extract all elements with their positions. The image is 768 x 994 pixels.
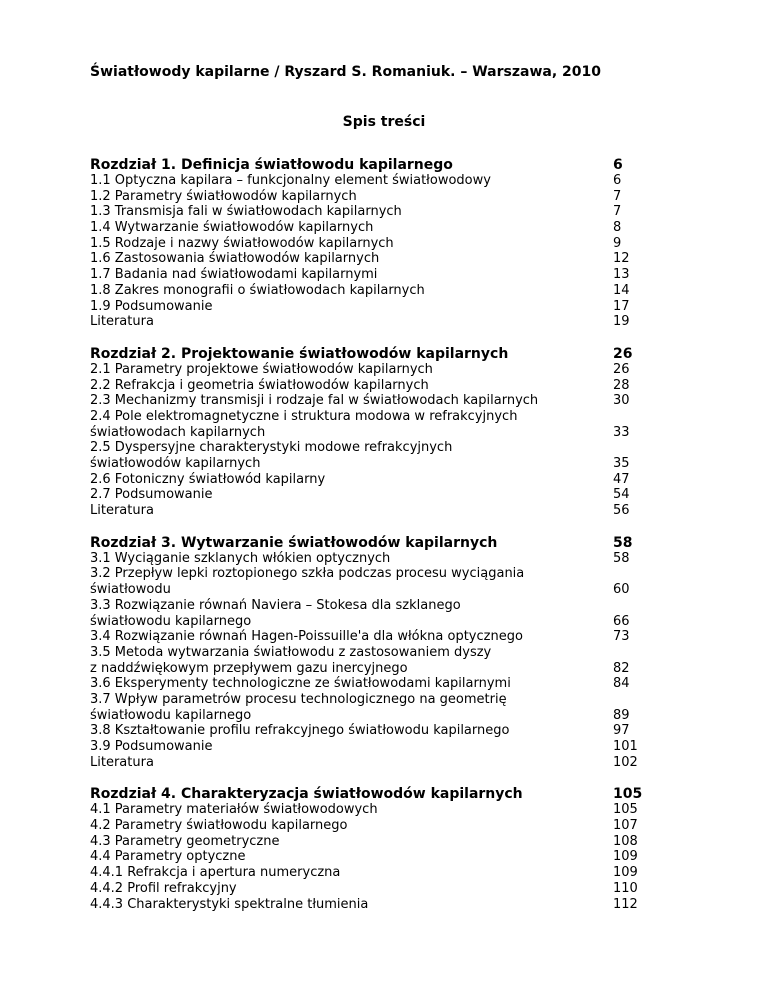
toc-entry-text: światłowodu kapilarnego (90, 707, 252, 723)
toc-entry-page-number: 6 (613, 173, 622, 188)
toc-entry-text: 3.7 Wpływ parametrów procesu technologicznego na geometrię (90, 691, 507, 707)
toc-entry-text: 3.1 Wyciąganie szklanych włókien optycznych (90, 550, 391, 566)
toc-entry-text: 2.6 Fotoniczny światłowód kapilarny (90, 471, 326, 487)
toc-chapter-3 (90, 535, 690, 771)
toc-entry (90, 440, 690, 456)
toc-chapter-2 (90, 346, 690, 519)
toc-entry-text: światłowodu kapilarnego (90, 613, 252, 629)
toc-entry (90, 849, 690, 865)
toc-entry-page-number: 35 (613, 456, 630, 471)
toc-chapter-page-number: 6 (613, 157, 623, 173)
toc-entry (90, 393, 690, 409)
toc-chapter-heading (90, 157, 690, 173)
toc-entry-page-number: 12 (613, 251, 630, 267)
toc-entry (90, 378, 690, 394)
toc-entry (90, 472, 690, 488)
toc-entry-page-number: 30 (613, 393, 630, 409)
toc-entry (90, 456, 690, 472)
toc-entry-page-number: 110 (613, 880, 638, 896)
toc-chapter-1 (90, 157, 690, 330)
toc-entry-page-number: 8 (613, 220, 622, 236)
toc-entry-text: 4.3 Parametry geometryczne (90, 833, 280, 849)
toc-entry-text: światłowodu (90, 582, 171, 598)
toc-entry (90, 645, 690, 661)
toc-entry (90, 629, 690, 645)
toc-entry-text: 1.6 Zastosowania światłowodów kapilarnych (90, 251, 380, 267)
toc-entry (90, 204, 690, 220)
toc-entry-text: 2.3 Mechanizmy transmisji i rodzaje fal w światłowodach kapilarnych (90, 393, 539, 409)
toc-entry (90, 802, 690, 818)
toc-entry-text: 3.8 Kształtowanie profilu refrakcyjnego światłowodu kapilarnego (90, 723, 510, 739)
table-of-contents (90, 157, 690, 928)
toc-entry-page-number: 84 (613, 676, 630, 692)
toc-entry (90, 236, 690, 252)
toc-entry (90, 425, 690, 441)
toc-entry-text: 1.4 Wytwarzanie światłowodów kapilarnych (90, 220, 374, 236)
toc-entry-text: 2.4 Pole elektromagnetyczne i struktura modowa w refrakcyjnych (90, 408, 518, 424)
toc-entry-text: światłowodów kapilarnych (90, 456, 261, 471)
toc-chapter-heading-text: Rozdział 3. Wytwarzanie światłowodów kapilarnych (90, 534, 498, 551)
toc-entry (90, 551, 690, 567)
toc-entry-text: 2.7 Podsumowanie (90, 487, 213, 503)
toc-entry-page-number: 97 (613, 723, 630, 739)
toc-entry-text: 1.8 Zakres monografii o światłowodach kapilarnych (90, 282, 425, 298)
toc-chapter-heading (90, 786, 690, 802)
toc-entry-page-number: 26 (613, 361, 630, 377)
toc-chapter-heading-text: Rozdział 4. Charakteryzacja światłowodów kapilarnych (90, 786, 523, 803)
toc-entry-text: 3.4 Rozwiązanie równań Hagen-Poissuille'a dla włókna optycznego (90, 629, 523, 645)
toc-entry (90, 362, 690, 378)
document-title: Światłowody kapilarne / Ryszard S. Romaniuk. – Warszawa, 2010 (90, 64, 601, 80)
toc-entry-page-number: 28 (613, 377, 630, 393)
toc-chapter-4 (90, 786, 690, 912)
toc-entry-page-number: 7 (613, 204, 622, 220)
toc-entry-text: 3.9 Podsumowanie (90, 739, 213, 754)
toc-entry-page-number: 7 (613, 188, 622, 204)
toc-entry-page-number: 89 (613, 707, 630, 723)
toc-entry-page-number: 66 (613, 613, 630, 629)
toc-entry-text: 2.1 Parametry projektowe światłowodów kapilarnych (90, 361, 433, 377)
toc-entry (90, 189, 690, 205)
toc-entry-text: 3.2 Przepływ lepki roztopionego szkła podczas procesu wyciągania (90, 566, 525, 582)
toc-entry (90, 314, 690, 330)
toc-entry (90, 897, 690, 913)
toc-entry-page-number: 54 (613, 487, 630, 503)
toc-entry-text: 4.1 Parametry materiałów światłowodowych (90, 802, 378, 818)
toc-entry (90, 865, 690, 881)
toc-entry-text: Literatura (90, 503, 154, 519)
toc-entry (90, 834, 690, 850)
toc-entry (90, 267, 690, 283)
toc-entry-text: 4.4.1 Refrakcja i apertura numeryczna (90, 865, 341, 881)
toc-entry (90, 739, 690, 755)
toc-entry-text: 2.5 Dyspersyjne charakterystyki modowe refrakcyjnych (90, 440, 453, 456)
toc-entry-page-number: 101 (613, 739, 638, 754)
toc-entry-text: 3.3 Rozwiązanie równań Naviera – Stokesa dla szklanego (90, 597, 461, 613)
toc-entry (90, 661, 690, 677)
toc-entry-page-number: 17 (613, 298, 630, 314)
toc-entry-page-number: 112 (613, 896, 638, 912)
toc-entry-text: 1.5 Rodzaje i nazwy światłowodów kapilarnych (90, 235, 394, 251)
toc-entry (90, 723, 690, 739)
toc-chapter-heading (90, 535, 690, 551)
toc-chapter-page-number: 26 (613, 345, 633, 362)
toc-entry-page-number: 33 (613, 424, 630, 440)
toc-entry (90, 676, 690, 692)
toc-entry-page-number: 56 (613, 503, 630, 519)
toc-entry-page-number: 109 (613, 849, 638, 865)
toc-entry-page-number: 73 (613, 629, 630, 645)
toc-entry (90, 220, 690, 236)
toc-entry (90, 566, 690, 582)
toc-entry (90, 881, 690, 897)
toc-entry (90, 692, 690, 708)
toc-entry-page-number: 109 (613, 865, 638, 881)
toc-entry-page-number: 107 (613, 818, 638, 834)
toc-entry-text: 3.5 Metoda wytwarzania światłowodu z zastosowaniem dyszy (90, 644, 492, 660)
toc-chapter-page-number: 58 (613, 534, 633, 551)
toc-entry (90, 582, 690, 598)
toc-entry (90, 487, 690, 503)
toc-entry-text: 4.4 Parametry optyczne (90, 849, 246, 865)
toc-entry-page-number: 58 (613, 550, 630, 566)
toc-entry-text: 2.2 Refrakcja i geometria światłowodów kapilarnych (90, 377, 429, 393)
toc-entry-page-number: 14 (613, 282, 630, 298)
toc-entry (90, 598, 690, 614)
toc-entry-page-number: 47 (613, 471, 630, 487)
toc-entry-page-number: 108 (613, 833, 638, 849)
toc-entry (90, 503, 690, 519)
toc-entry-text: 4.2 Parametry światłowodu kapilarnego (90, 818, 348, 834)
toc-entry-page-number: 102 (613, 754, 638, 770)
toc-chapter-heading (90, 346, 690, 362)
toc-entry-page-number: 60 (613, 582, 630, 598)
toc-chapter-page-number: 105 (613, 786, 643, 803)
toc-entry-text: 3.6 Eksperymenty technologiczne ze światłowodami kapilarnymi (90, 676, 511, 692)
toc-entry (90, 283, 690, 299)
toc-chapter-heading-text: Rozdział 2. Projektowanie światłowodów kapilarnych (90, 345, 509, 362)
toc-entry (90, 614, 690, 630)
toc-entry (90, 409, 690, 425)
toc-entry (90, 818, 690, 834)
toc-entry-page-number: 82 (613, 660, 630, 676)
toc-entry-text: 1.1 Optyczna kapilara – funkcjonalny element światłowodowy (90, 173, 491, 188)
toc-entry (90, 755, 690, 771)
toc-title: Spis treści (342, 114, 426, 130)
toc-entry-text: 1.7 Badania nad światłowodami kapilarnymi (90, 267, 378, 283)
toc-entry-text: 1.9 Podsumowanie (90, 298, 213, 314)
toc-entry-page-number: 105 (613, 802, 638, 818)
toc-entry-page-number: 19 (613, 314, 630, 330)
toc-entry (90, 708, 690, 724)
toc-entry (90, 299, 690, 315)
toc-entry-text: 1.2 Parametry światłowodów kapilarnych (90, 188, 357, 204)
toc-entry-text: z naddźwiękowym przepływem gazu inercyjnego (90, 660, 408, 676)
toc-entry-text: 1.3 Transmisja fali w światłowodach kapilarnych (90, 204, 402, 220)
toc-entry-text: Literatura (90, 314, 154, 330)
toc-entry-text: światłowodach kapilarnych (90, 424, 266, 440)
toc-entry-text: 4.4.2 Profil refrakcyjny (90, 880, 237, 896)
toc-entry-text: 4.4.3 Charakterystyki spektralne tłumienia (90, 896, 369, 912)
toc-entry-page-number: 13 (613, 267, 630, 283)
toc-entry (90, 173, 690, 189)
toc-entry-page-number: 9 (613, 235, 622, 251)
toc-chapter-heading-text: Rozdział 1. Definicja światłowodu kapilarnego (90, 157, 453, 173)
toc-entry (90, 251, 690, 267)
toc-entry-text: Literatura (90, 754, 154, 770)
